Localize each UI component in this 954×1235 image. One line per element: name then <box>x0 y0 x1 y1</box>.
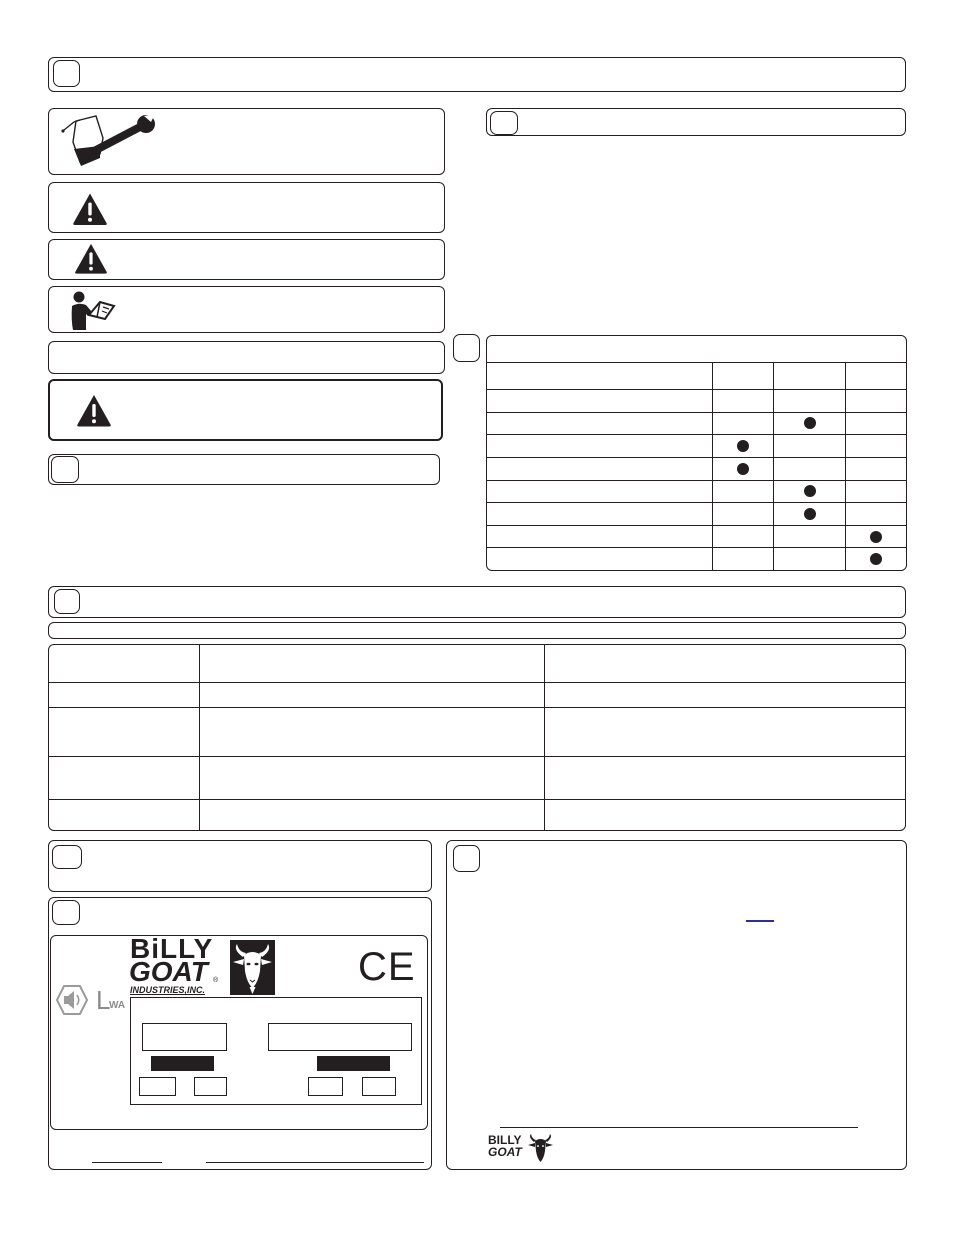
table-header-row <box>487 363 906 390</box>
table-cell <box>773 481 845 503</box>
table-cell <box>49 708 199 756</box>
maintenance-icon <box>56 112 156 172</box>
brand-logo-subtitle: INDUSTRIES,INC. <box>130 985 206 995</box>
section-header-left <box>48 454 440 485</box>
sound-power-icon <box>55 984 89 1016</box>
table-cell <box>199 708 544 756</box>
goat-head-icon <box>527 1133 554 1163</box>
section-number-badge <box>51 456 79 483</box>
section-box-small <box>48 840 432 892</box>
table-cell <box>845 481 906 503</box>
table-row <box>49 708 905 757</box>
fill-in-line <box>206 1162 424 1163</box>
warning-icon <box>76 393 112 428</box>
table-cell <box>487 413 712 435</box>
table-cell <box>773 458 845 480</box>
section-number-badge <box>53 60 80 87</box>
model-field <box>142 1023 227 1051</box>
table-cell <box>544 683 905 707</box>
table-row <box>49 800 905 830</box>
warning-icon <box>74 242 108 275</box>
table-row <box>49 757 905 800</box>
check-dot <box>870 553 882 565</box>
table-cell <box>487 458 712 480</box>
section-header-top <box>48 57 906 92</box>
table-body <box>487 390 906 570</box>
table-cell <box>845 390 906 412</box>
value-field <box>362 1077 396 1096</box>
table-row <box>487 390 906 413</box>
table-cell <box>712 390 773 412</box>
table-cell <box>712 435 773 457</box>
declaration-section <box>446 840 907 1170</box>
check-dot <box>737 463 749 475</box>
table-cell <box>773 503 845 525</box>
serial-field <box>268 1023 412 1051</box>
warning-icon <box>72 192 108 226</box>
table-cell <box>544 757 905 799</box>
goat-head-icon <box>230 940 275 995</box>
table-cell <box>845 548 906 570</box>
check-dot <box>870 531 882 543</box>
section-number-badge <box>490 111 518 135</box>
signature-line <box>500 1127 858 1128</box>
field-label-bar <box>151 1056 214 1071</box>
table-cell <box>773 435 845 457</box>
table-cell <box>845 503 906 525</box>
registered-mark: ® <box>213 977 219 984</box>
table-cell <box>544 800 905 830</box>
table-row <box>487 548 906 570</box>
table-cell <box>712 526 773 548</box>
table-cell <box>487 548 712 570</box>
table-header-cell <box>487 363 712 389</box>
section-number-badge <box>54 589 80 614</box>
read-manual-icon <box>70 290 116 330</box>
table-cell <box>712 458 773 480</box>
footer-logo-line2: GOAT <box>488 1145 522 1159</box>
table-cell <box>49 800 199 830</box>
table-cell <box>845 458 906 480</box>
safety-notice-plain <box>48 341 445 374</box>
table-cell <box>544 645 905 682</box>
value-field <box>308 1077 343 1096</box>
check-dot <box>804 508 816 520</box>
table-row <box>487 481 906 504</box>
table-cell <box>712 548 773 570</box>
table-cell <box>845 413 906 435</box>
table-row <box>49 683 905 708</box>
sound-power-symbol: L <box>96 985 111 1015</box>
table-cell <box>487 435 712 457</box>
specification-table <box>48 644 906 831</box>
footer-logo-line1: BILLY <box>488 1133 522 1147</box>
section-number-badge <box>52 900 80 925</box>
table-cell <box>773 548 845 570</box>
table-row <box>487 526 906 549</box>
value-field <box>139 1077 176 1096</box>
table-cell <box>199 683 544 707</box>
section-number-badge <box>453 334 480 362</box>
table-cell <box>49 645 199 682</box>
table-title-row <box>487 336 906 363</box>
table-row <box>49 645 905 683</box>
check-dot <box>737 440 749 452</box>
table-cell <box>712 481 773 503</box>
table-cell <box>712 503 773 525</box>
table-cell <box>845 526 906 548</box>
section-header-wide <box>48 586 906 618</box>
table-cell <box>845 435 906 457</box>
table-cell <box>487 503 712 525</box>
table-cell <box>487 526 712 548</box>
table-header-cell <box>845 363 906 389</box>
table-cell <box>544 708 905 756</box>
table-cell <box>49 683 199 707</box>
section-header-right <box>486 108 906 136</box>
brand-logo-line1: BiLLY <box>130 933 214 964</box>
table-cell <box>487 481 712 503</box>
table-row <box>487 503 906 526</box>
table-cell <box>487 390 712 412</box>
maintenance-schedule-table <box>486 335 907 571</box>
check-dot <box>804 485 816 497</box>
table-cell <box>773 413 845 435</box>
section-number-badge <box>453 845 480 872</box>
table-header-cell <box>773 363 845 389</box>
value-field <box>194 1077 227 1096</box>
hyperlink-underline[interactable] <box>746 920 774 922</box>
table-cell <box>773 390 845 412</box>
ce-mark: CE <box>358 945 416 989</box>
table-row <box>487 413 906 436</box>
fill-in-line <box>92 1162 162 1163</box>
table-row <box>487 458 906 481</box>
section-number-badge <box>52 845 82 869</box>
table-cell <box>199 757 544 799</box>
table-header-cell <box>712 363 773 389</box>
brand-logo-line2: GOAT <box>129 956 208 987</box>
subheader-bar <box>48 622 906 639</box>
table-row <box>487 435 906 458</box>
sound-power-subscript: WA <box>109 1000 126 1011</box>
table-cell <box>49 757 199 799</box>
field-label-bar <box>317 1056 390 1071</box>
table-cell <box>199 645 544 682</box>
check-dot <box>804 417 816 429</box>
table-cell <box>773 526 845 548</box>
table-cell <box>712 413 773 435</box>
table-cell <box>199 800 544 830</box>
